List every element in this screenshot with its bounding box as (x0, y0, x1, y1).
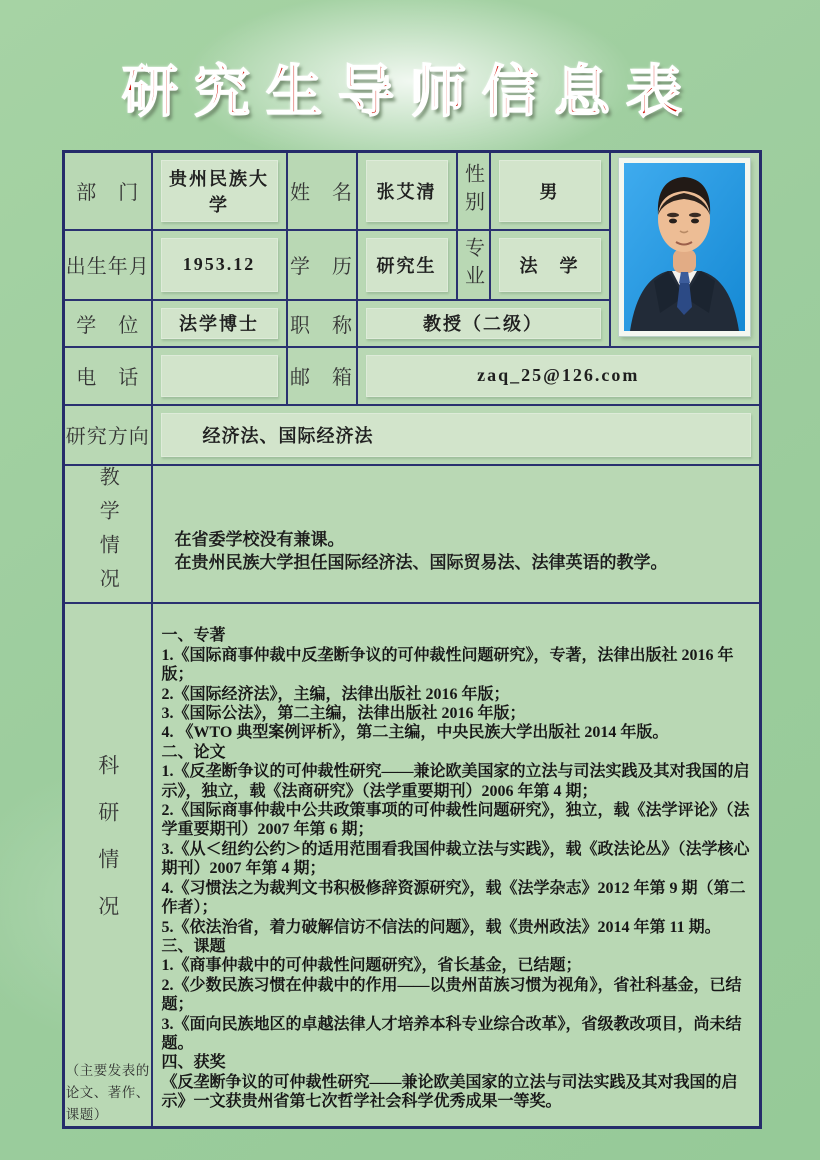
direction-label: 研究方向 (64, 405, 152, 465)
text-line: 1.《商事仲裁中的可仲裁性问题研究》，省长基金，已结题； (161, 957, 582, 975)
gender-value-cell (490, 152, 610, 230)
birth-label: 出生年月 (64, 230, 152, 300)
gender-label-cell (457, 152, 490, 230)
research-text (153, 617, 760, 1111)
text-line: 1.《国际商事仲裁中反垄断争议的可仲裁性问题研究》，专著，法律出版社 2016 年版； (161, 646, 734, 684)
birth-value: 1953.12 (161, 238, 278, 292)
department-label: 部 门 (64, 152, 152, 230)
name-label: 姓 名 (287, 152, 357, 230)
teaching-label: 教学情况 (96, 465, 119, 602)
teaching-content-cell (152, 465, 761, 603)
text-line: 《反垄断争议的可仲裁性研究——兼论欧美国家的立法与司法实践及其对我国的启示》一文获贵州省第七次哲学社会科学优秀成果一等奖。 (161, 1073, 738, 1111)
text-line: 2.《国际经济法》，主编，法律出版社 2016 年版； (161, 685, 510, 703)
direction-value-cell (152, 405, 761, 465)
jobtitle-label: 职 称 (287, 300, 357, 347)
text-line: 在省委学校没有兼课。 (174, 529, 345, 549)
research-note: （主要发表的论文、著作、课题） (65, 1062, 150, 1122)
name-value: 张艾清 (366, 160, 448, 222)
research-label-cell (64, 603, 152, 1128)
degree-label: 学 位 (64, 300, 152, 347)
phone-label: 电 话 (64, 347, 152, 405)
text-line: 4. 《WTO 典型案例评析》，第二主编，中央民族大学出版社 2014 年版。 (161, 724, 669, 742)
row-research (64, 603, 761, 1128)
major-label-cell (457, 230, 490, 300)
email-value: zaq_25@126.com (366, 355, 752, 397)
page-title: 研究生导师信息表 (122, 62, 698, 124)
text-line: 3.《面向民族地区的卓越法律人才培养本科专业综合改革》，省级教改项目，尚未结题。 (161, 1015, 742, 1052)
email-value-cell (357, 347, 761, 405)
text-line: 三、课题 (161, 937, 226, 955)
text-line: 二、论文 (161, 743, 226, 761)
birth-value-cell (152, 230, 287, 300)
phone-value-cell (152, 347, 287, 405)
text-line: 一、专著 (161, 627, 226, 645)
text-line: 1.《反垄断争议的可仲裁性研究——兼论欧美国家的立法与司法实践及其对我国的启示》，独立，载《法商研究》（法学重要期刊）2006 年第 4 期； (161, 763, 750, 800)
row-department-name-gender (64, 152, 761, 230)
education-label: 学 历 (287, 230, 357, 300)
major-value-cell (490, 230, 610, 300)
portrait-illustration (624, 163, 745, 331)
gender-value: 男 (499, 160, 601, 222)
text-line: 3.《国际公法》，第二主编，法律出版社 2016 年版； (161, 705, 526, 723)
major-label: 专业 (461, 236, 484, 293)
jobtitle-value: 教授（二级） (366, 308, 601, 339)
degree-value-cell (152, 300, 287, 347)
gender-label: 性别 (461, 162, 484, 219)
row-research-direction (64, 405, 761, 465)
name-value-cell (357, 152, 457, 230)
text-line: 四、获奖 (161, 1054, 226, 1072)
supervisor-info-table (62, 150, 762, 1129)
text-line: 2.《少数民族习惯在仲裁中的作用——以贵州苗族习惯为视角》，省社科基金，已结题； (161, 976, 742, 1014)
major-value: 法 学 (499, 238, 601, 292)
research-content-cell (152, 603, 761, 1128)
direction-value: 经济法、国际经济法 (161, 413, 752, 457)
text-line: 3.《从＜纽约公约＞的适用范围看我国仲裁立法与实践》，载《政法论丛》（法学核心期刊）2007 年第 4 期； (161, 840, 750, 878)
research-label-wrap (65, 604, 151, 1126)
teaching-label-cell (64, 465, 152, 603)
text-line: 4.《习惯法之为裁判文书积极修辞资源研究》，载《法学杂志》2012 年第 9 期（第二作者）； (161, 879, 746, 917)
row-phone-email (64, 347, 761, 405)
department-value-cell (152, 152, 287, 230)
education-value-cell (357, 230, 457, 300)
row-teaching (64, 465, 761, 603)
text-line: 5.《依法治省，着力破解信访不信法的问题》，载《贵州政法》2014 年第 11 期。 (161, 918, 721, 936)
jobtitle-value-cell (357, 300, 610, 347)
education-value: 研究生 (366, 238, 448, 292)
research-label: 科研情况 (95, 753, 120, 942)
text-line: 在贵州民族大学担任国际经济法、国际贸易法、法律英语的教学。 (174, 552, 668, 572)
email-label: 邮 箱 (287, 347, 357, 405)
degree-value: 法学博士 (161, 308, 278, 339)
phone-value (161, 355, 278, 397)
photo-cell (610, 152, 761, 347)
teaching-text (153, 494, 760, 574)
text-line: 2.《国际商事仲裁中公共政策事项的可仲裁性问题研究》，独立，载《法学评论》（法学重要期刊）2007 年第 6 期； (161, 802, 750, 839)
department-value: 贵州民族大学 (161, 160, 278, 222)
portrait-photo (619, 158, 750, 336)
